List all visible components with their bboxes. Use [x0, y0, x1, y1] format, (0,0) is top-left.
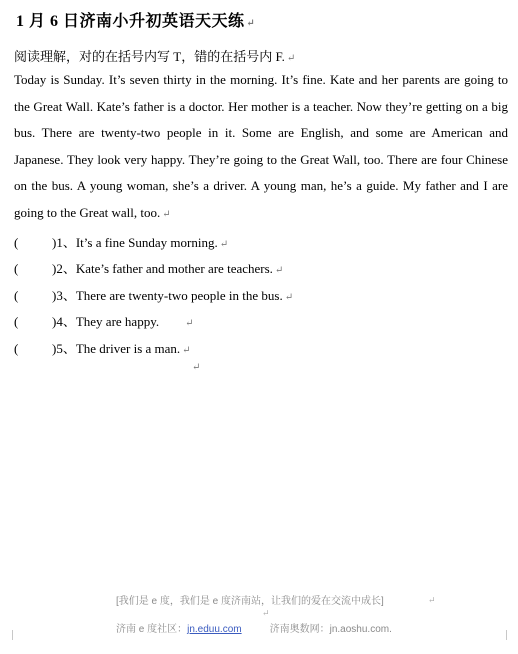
page-edge-left — [12, 630, 13, 640]
slogan-text: [我们是 e 度，我们是 e 度济南站，让我们的爱在交流中成长] — [116, 596, 384, 607]
paragraph-mark-icon: ↵ — [246, 18, 256, 29]
question-text: Kate’s father and mother are teachers. — [75, 261, 273, 276]
paragraph-mark-icon: ↵ — [182, 345, 191, 356]
paragraph-mark-icon: ↵ — [284, 292, 294, 303]
page-edge-right — [506, 630, 507, 640]
answer-blank[interactable]: ( — [14, 235, 19, 250]
instruction — [14, 46, 295, 65]
question-3 — [14, 285, 293, 304]
question-4 — [14, 311, 194, 330]
answer-blank[interactable]: ( — [14, 288, 19, 303]
question-number: )4、 — [52, 314, 76, 329]
question-text: There are twenty-two people in the bus. — [75, 288, 283, 303]
question-5 — [14, 338, 191, 357]
paragraph-mark-icon: ↵ — [219, 239, 229, 250]
answer-blank[interactable]: ( — [14, 314, 19, 329]
question-text: They are happy. — [75, 314, 160, 329]
title-text: 1 月 6 日济南小升初英语天天练 — [16, 13, 245, 30]
paragraph-mark-icon: ↵ — [192, 362, 201, 373]
question-number: )1、 — [52, 235, 76, 250]
paragraph-mark-icon: ↵ — [286, 53, 296, 64]
question-text: The driver is a man. — [75, 341, 181, 356]
footer-links — [116, 620, 392, 635]
paragraph-mark-icon: ↵ — [185, 318, 194, 329]
community-link[interactable]: jn.eduu.com — [187, 624, 242, 635]
footer-slogan — [116, 592, 384, 607]
reading-passage — [14, 67, 508, 229]
question-1 — [14, 232, 228, 251]
page-title — [16, 8, 255, 31]
instruction-text: 阅读理解，对的在括号内写 T，错的在括号内 F. — [14, 49, 285, 64]
community-label: 济南 e 度社区： — [116, 624, 188, 635]
answer-blank[interactable]: ( — [14, 341, 19, 356]
paragraph-mark-icon: ↵ — [162, 208, 171, 220]
question-text: It’s a fine Sunday morning. — [75, 235, 218, 250]
question-number: )5、 — [52, 341, 76, 356]
paragraph-mark-icon: ↵ — [428, 595, 436, 605]
passage-text: Today is Sunday. It’s seven thirty in the morning. It’s fine. Kate and her parents are going to the Great Wall. Kate’s father is a doctor. Her mother is a teacher. Now they’re getting on a big bus. There are twenty-two people in it. Some are English, and some are American and Japanese. They look very happy. They’re going to the Great Wall, too. There are four Chinese on the bus. A young woman, she’s a driver. A young man, he’s a guide. My father and I are going to the Great wall, too. — [14, 72, 508, 220]
aoshu-label: 济南奥数网： — [269, 624, 330, 635]
aoshu-link[interactable]: jn.aoshu.com. — [329, 624, 392, 635]
paragraph-mark-icon: ↵ — [262, 608, 270, 618]
answer-blank[interactable]: ( — [14, 261, 19, 276]
question-number: )2、 — [52, 261, 76, 276]
paragraph-mark-icon: ↵ — [274, 265, 284, 276]
question-2 — [14, 258, 283, 277]
question-number: )3、 — [52, 288, 76, 303]
